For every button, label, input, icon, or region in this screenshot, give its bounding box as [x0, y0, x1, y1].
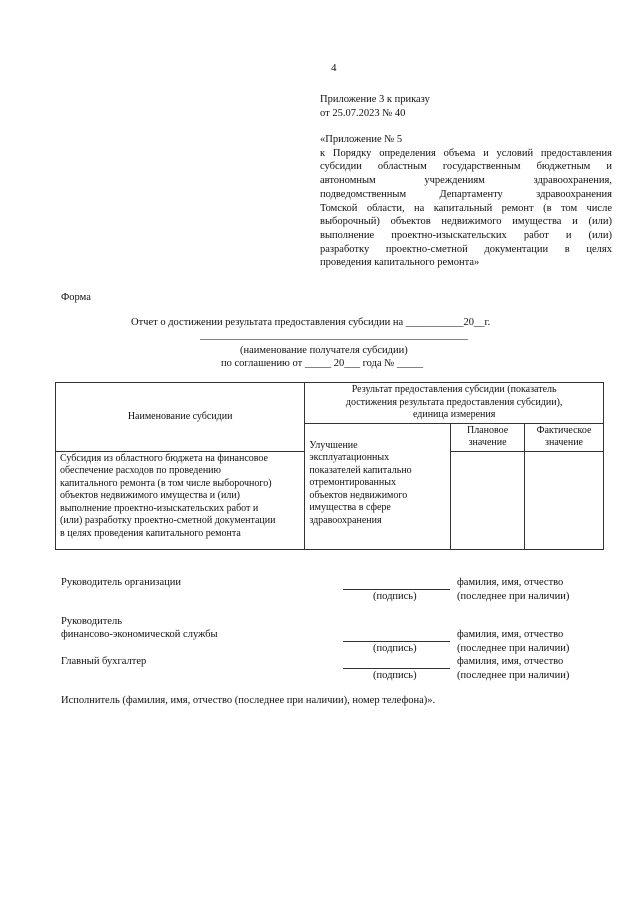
name-note: (последнее при наличии): [457, 643, 570, 654]
signature-role: Главный бухгалтер: [61, 656, 147, 667]
col-header-actual: [525, 423, 604, 451]
recipient-blank: ___________________________________________________: [200, 330, 468, 341]
planned-header-line: Плановое: [466, 424, 509, 436]
quote-line: проведения капитального ремонта»: [320, 257, 480, 269]
result-line: объектов недвижимого: [309, 489, 408, 501]
result-line: показателей капитально: [309, 464, 412, 476]
planned-header-line: значение: [468, 437, 507, 448]
signature-blank: [343, 641, 450, 642]
name-note: (последнее при наличии): [457, 591, 570, 602]
appendix-date-line: от 25.07.2023 № 40: [320, 107, 406, 119]
quote-line: подведомственным Департаменту здравоохранения: [320, 188, 612, 200]
quote-line: автономным учреждениям здравоохранения,: [320, 175, 612, 187]
actual-header-line: Фактическое: [536, 424, 592, 436]
signature-role: Руководитель: [61, 616, 122, 627]
name-caption: фамилия, имя, отчество: [457, 629, 564, 640]
sign-caption: (подпись): [373, 643, 417, 654]
subsidy-name-line: (или) разработку проектно-сметной документации: [60, 515, 276, 526]
quote-line: выполнение проектно-изыскательских работ и (или): [320, 229, 612, 241]
planned-value-cell: [451, 451, 525, 549]
sign-caption: (подпись): [373, 591, 417, 602]
subsidy-name-cell: [56, 451, 305, 549]
quote-line: субсидии областным государственным бюджетным и: [320, 161, 612, 173]
result-line: имущества в сфере: [309, 502, 391, 513]
result-header-line: достижения результата предоставления субсидии),: [345, 396, 563, 408]
name-caption: фамилия, имя, отчество: [457, 656, 564, 667]
form-label: Форма: [61, 292, 91, 303]
appendix-header: [320, 93, 612, 120]
executor-line: Исполнитель (фамилия, имя, отчество (последнее при наличии), номер телефона)».: [61, 695, 436, 706]
col-header-result: [305, 383, 604, 424]
quote-block: [320, 133, 612, 270]
result-header-line: единица измерения: [412, 409, 496, 420]
appendix-line: Приложение 3 к приказу: [320, 94, 430, 105]
report-title: Отчет о достижении результата предоставления субсидии на ___________20__г.: [131, 317, 491, 328]
sign-caption: (подпись): [373, 670, 417, 681]
name-note: (последнее при наличии): [457, 670, 570, 681]
subsidy-name-line: Субсидия из областного бюджета на финансовое: [60, 452, 268, 464]
actual-value-cell: [525, 451, 604, 549]
signature-role: финансово-экономической службы: [61, 629, 218, 640]
recipient-caption: (наименование получателя субсидии): [240, 345, 408, 356]
signature-blank: [343, 589, 450, 590]
quote-line: к Порядку определения объема и условий предоставления: [320, 147, 612, 159]
result-line: эксплуатационных: [309, 452, 390, 463]
signature-blank: [343, 668, 450, 669]
subsidy-name-line: выполнение проектно-изыскательских работ и: [60, 502, 259, 514]
subsidy-name-line: капитального ремонта (в том числе выборочного): [60, 477, 272, 489]
name-caption: фамилия, имя, отчество: [457, 577, 564, 588]
subsidy-name-line: объектов недвижимого имущества и (или): [60, 490, 241, 501]
result-line: отремонтированных: [309, 477, 396, 488]
quote-line: Томской области, на капитальный ремонт (в том числе: [320, 202, 612, 214]
page-number: 4: [331, 62, 337, 74]
actual-header-line: значение: [545, 437, 583, 448]
subsidy-report-table: [55, 382, 604, 550]
col-header-planned: [451, 423, 525, 451]
result-indicator-cell: [305, 423, 451, 549]
signature-role: Руководитель организации: [61, 577, 181, 588]
col-header-subsidy-name: Наименование субсидии: [56, 383, 305, 452]
result-line: здравоохранения: [309, 514, 382, 526]
subsidy-name-line: обеспечение расходов по проведению: [60, 465, 221, 476]
quote-line: «Приложение № 5: [320, 134, 403, 145]
quote-line: выборочный) объектов недвижимого имущества и (или): [320, 216, 612, 228]
quote-line: разработку проектно-сметной документации в целях: [320, 243, 612, 255]
agreement-line: по соглашению от _____ 20___ года № _____: [221, 358, 424, 369]
result-line: Улучшение: [309, 439, 358, 451]
subsidy-name-line: в целях проведения капитального ремонта: [60, 527, 241, 539]
result-header-line: Результат предоставления субсидии (показатель: [351, 384, 557, 395]
